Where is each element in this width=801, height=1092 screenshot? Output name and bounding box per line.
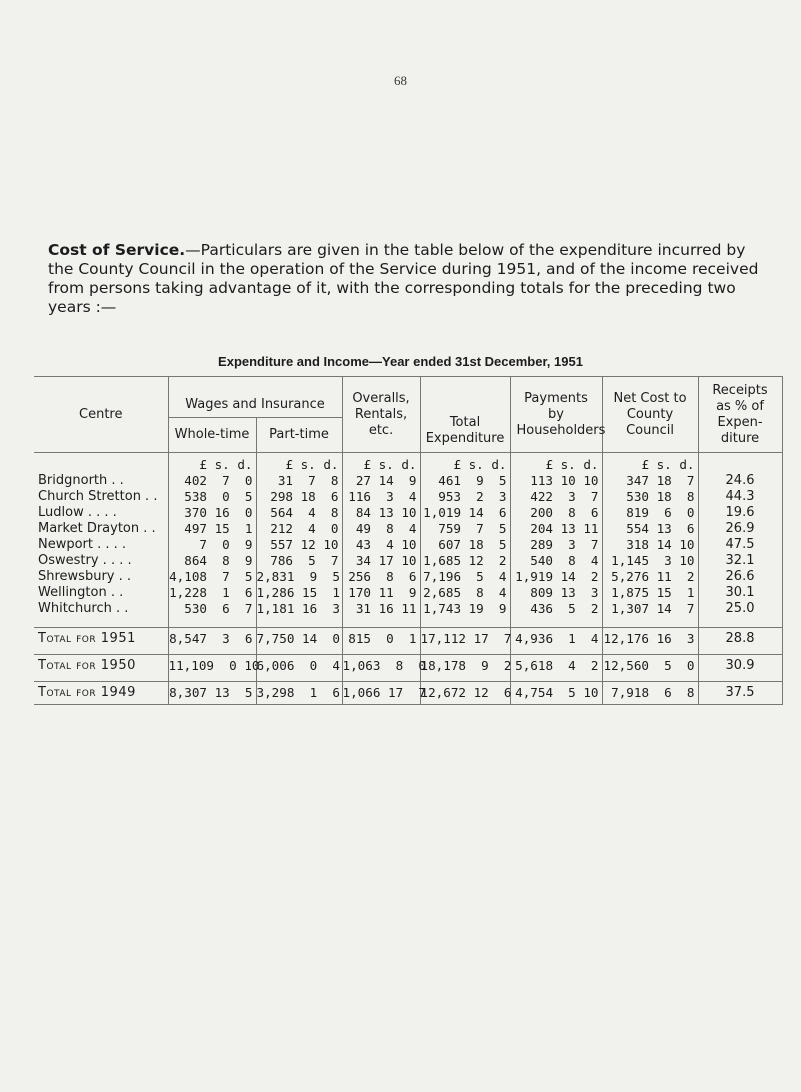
row-pay: 200 8 6	[510, 505, 602, 521]
row-net: 530 18 8	[602, 489, 698, 505]
header-total-expenditure: Total Expenditure	[420, 377, 510, 453]
row-net: 554 13 6	[602, 521, 698, 537]
header-receipts: Receipts as % of Expen- diture	[698, 377, 782, 453]
row-part: 212 4 0	[256, 521, 342, 537]
header-wages: Wages and Insurance	[168, 377, 342, 418]
row-over: 256 8 6	[342, 569, 420, 585]
table-row	[34, 489, 782, 505]
total-net: 12,560 5 0	[602, 655, 698, 678]
row-part: 31 7 8	[256, 473, 342, 489]
row-pct: 26.9	[698, 521, 782, 537]
row-part: 2,831 9 5	[256, 569, 342, 585]
row-spacer	[34, 617, 782, 628]
header-part-time: Part-time	[256, 418, 342, 453]
header-net-cost: Net Cost to County Council	[602, 377, 698, 453]
units-over: £ s. d.	[342, 453, 420, 474]
row-whole: 402 7 0	[168, 473, 256, 489]
row-total: 2,685 8 4	[420, 585, 510, 601]
table-row	[34, 601, 782, 617]
row-net: 1,875 15 1	[602, 585, 698, 601]
row-total: 759 7 5	[420, 521, 510, 537]
total-label: Total for 1950	[34, 655, 168, 678]
total-part: 6,006 0 4	[256, 655, 342, 678]
row-net: 819 6 0	[602, 505, 698, 521]
table-row	[34, 473, 782, 489]
total-over: 1,063 8 0	[342, 655, 420, 678]
row-pct: 24.6	[698, 473, 782, 489]
total-whole: 8,547 3 6	[168, 628, 256, 651]
row-over: 43 4 10	[342, 537, 420, 553]
units-whole: £ s. d.	[168, 453, 256, 474]
row-pay: 1,919 14 2	[510, 569, 602, 585]
intro-text: —Particulars are given in the table below of the expenditure incurred by the County Council in the operation of the Service during 1951, and of the income received from persons taking advantage of it, with the corresponding totals for the preceding two years :—	[48, 241, 759, 316]
total-whole: 8,307 13 5	[168, 682, 256, 705]
row-net: 5,276 11 2	[602, 569, 698, 585]
header-payments: Payments by Householders	[510, 377, 602, 453]
header-whole-time: Whole-time	[168, 418, 256, 453]
row-total: 1,019 14 6	[420, 505, 510, 521]
units-pay: £ s. d.	[510, 453, 602, 474]
row-centre: Newport . . . .	[38, 537, 127, 552]
row-whole: 530 6 7	[168, 601, 256, 617]
row-centre: Church Stretton . .	[38, 489, 158, 504]
total-total: 12,672 12 6	[420, 682, 510, 705]
row-whole: 864 8 9	[168, 553, 256, 569]
total-pay: 4,936 1 4	[510, 628, 602, 651]
table-caption: Expenditure and Income—Year ended 31st December, 1951	[218, 354, 583, 369]
row-over: 34 17 10	[342, 553, 420, 569]
row-pct: 47.5	[698, 537, 782, 553]
total-pct: 30.9	[698, 655, 782, 678]
header-centre: Centre	[34, 377, 168, 453]
row-whole: 1,228 1 6	[168, 585, 256, 601]
total-part: 3,298 1 6	[256, 682, 342, 705]
table-row	[34, 521, 782, 537]
intro-lead: Cost of Service.	[48, 241, 186, 259]
row-whole: 7 0 9	[168, 537, 256, 553]
total-net: 7,918 6 8	[602, 682, 698, 705]
row-pct: 32.1	[698, 553, 782, 569]
row-over: 31 16 11	[342, 601, 420, 617]
row-pct: 19.6	[698, 505, 782, 521]
row-centre: Shrewsbury . .	[38, 569, 132, 584]
row-pct: 44.3	[698, 489, 782, 505]
row-whole: 370 16 0	[168, 505, 256, 521]
total-over: 1,066 17 7	[342, 682, 420, 705]
total-total: 17,112 17 7	[420, 628, 510, 651]
total-pct: 37.5	[698, 682, 782, 705]
row-net: 1,145 3 10	[602, 553, 698, 569]
row-part: 298 18 6	[256, 489, 342, 505]
total-row	[34, 628, 782, 651]
row-pct: 26.6	[698, 569, 782, 585]
row-pay: 809 13 3	[510, 585, 602, 601]
total-label: Total for 1949	[34, 682, 168, 705]
row-part: 786 5 7	[256, 553, 342, 569]
row-net: 1,307 14 7	[602, 601, 698, 617]
table-row	[34, 585, 782, 601]
row-total: 607 18 5	[420, 537, 510, 553]
row-over: 49 8 4	[342, 521, 420, 537]
intro-paragraph	[48, 241, 760, 317]
table-row	[34, 537, 782, 553]
units-pct-blank	[698, 453, 782, 474]
units-total: £ s. d.	[420, 453, 510, 474]
row-net: 347 18 7	[602, 473, 698, 489]
row-pay: 540 8 4	[510, 553, 602, 569]
table-row	[34, 553, 782, 569]
row-centre: Bridgnorth . .	[38, 473, 124, 488]
row-pct: 30.1	[698, 585, 782, 601]
total-over: 815 0 1	[342, 628, 420, 651]
row-over: 116 3 4	[342, 489, 420, 505]
total-net: 12,176 16 3	[602, 628, 698, 651]
row-total: 461 9 5	[420, 473, 510, 489]
row-centre: Oswestry . . . .	[38, 553, 132, 568]
row-whole: 538 0 5	[168, 489, 256, 505]
row-total: 1,743 19 9	[420, 601, 510, 617]
total-row	[34, 655, 782, 678]
row-part: 557 12 10	[256, 537, 342, 553]
total-total: 18,178 9 2	[420, 655, 510, 678]
row-pay: 289 3 7	[510, 537, 602, 553]
row-pay: 436 5 2	[510, 601, 602, 617]
row-centre: Market Drayton . .	[38, 521, 156, 536]
header-overalls: Overalls, Rentals, etc.	[342, 377, 420, 453]
cost-table	[34, 376, 783, 705]
row-centre: Wellington . .	[38, 585, 124, 600]
row-centre: Ludlow . . . .	[38, 505, 117, 520]
row-net: 318 14 10	[602, 537, 698, 553]
row-over: 170 11 9	[342, 585, 420, 601]
row-total: 953 2 3	[420, 489, 510, 505]
total-pay: 5,618 4 2	[510, 655, 602, 678]
row-total: 7,196 5 4	[420, 569, 510, 585]
row-total: 1,685 12 2	[420, 553, 510, 569]
total-pay: 4,754 5 10	[510, 682, 602, 705]
total-row	[34, 682, 782, 705]
row-part: 564 4 8	[256, 505, 342, 521]
row-whole: 497 15 1	[168, 521, 256, 537]
row-pay: 113 10 10	[510, 473, 602, 489]
page-number: 68	[394, 73, 407, 88]
total-part: 7,750 14 0	[256, 628, 342, 651]
table-row	[34, 505, 782, 521]
table-row	[34, 569, 782, 585]
row-whole: 4,108 7 5	[168, 569, 256, 585]
row-over: 27 14 9	[342, 473, 420, 489]
units-net: £ s. d.	[602, 453, 698, 474]
row-pay: 422 3 7	[510, 489, 602, 505]
row-part: 1,181 16 3	[256, 601, 342, 617]
total-label: Total for 1951	[34, 628, 168, 651]
row-pay: 204 13 11	[510, 521, 602, 537]
units-blank	[34, 453, 168, 474]
row-centre: Whitchurch . .	[38, 601, 129, 616]
row-part: 1,286 15 1	[256, 585, 342, 601]
total-whole: 11,109 0 10	[168, 655, 256, 678]
row-over: 84 13 10	[342, 505, 420, 521]
row-pct: 25.0	[698, 601, 782, 617]
total-pct: 28.8	[698, 628, 782, 651]
units-part: £ s. d.	[256, 453, 342, 474]
